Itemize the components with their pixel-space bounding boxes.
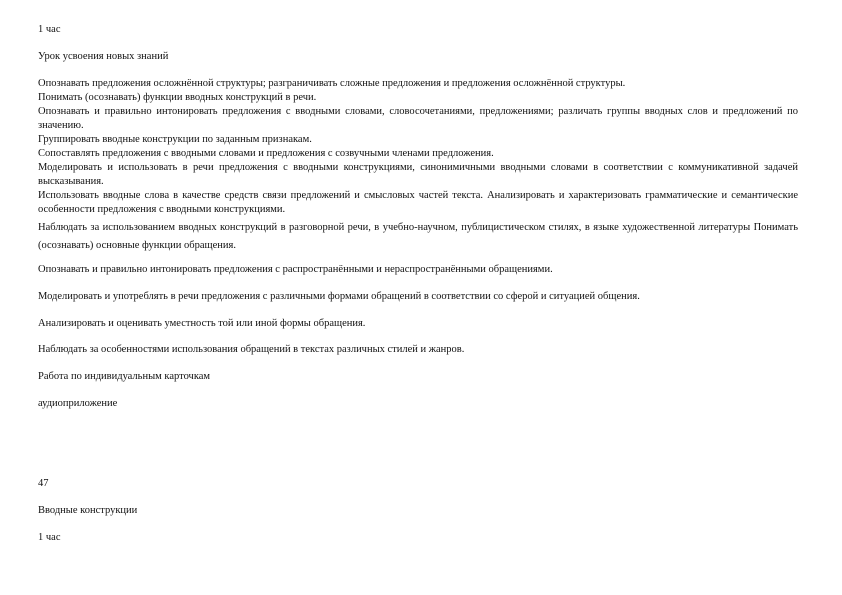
paragraph-observation: Наблюдать за особенностями использования обращений в текстах различных стилей и жанров. — [38, 344, 465, 355]
objective-3: Опознавать и правильно интонировать предложения с вводными словами, словосочетаниями, предложениями; различать группы вводных слов и предложений по значению. — [38, 106, 798, 131]
lesson-duration: 1 час — [38, 24, 61, 35]
objective-5: Сопоставлять предложения с вводными словами и предложения с созвучными членами предложения. — [38, 148, 494, 159]
next-lesson-duration: 1 час — [38, 532, 61, 543]
objective-2: Понимать (осознавать) функции вводных конструкций в речи. — [38, 92, 317, 103]
paragraph-analysis: Анализировать и оценивать уместность той или иной формы обращения. — [38, 318, 366, 329]
lesson-number: 47 — [38, 478, 49, 489]
objective-6: Моделировать и использовать в речи предложения с вводными конструкциями, синонимичными вводными словами в соответствии с коммуникативной задачей высказывания. — [38, 162, 798, 187]
objective-1: Опознавать предложения осложнённой структуры; разграничивать сложные предложения и предложения осложнённой структуры. — [38, 78, 626, 89]
lesson-type: Урок усвоения новых знаний — [38, 51, 169, 62]
paragraph-modeling: Моделировать и употреблять в речи предложения с различными формами обращений в соответствии со сферой и ситуацией общения. — [38, 291, 640, 302]
lesson-topic: Вводные конструкции — [38, 505, 138, 516]
objective-4: Группировать вводные конструкции по заданным признакам. — [38, 134, 312, 145]
objective-7: Использовать вводные слова в качестве средств связи предложений и смысловых частей текста. Анализировать и характеризовать грамматические и семантические особенности предложения с вводными конструкциями. — [38, 190, 798, 215]
paragraph-intonation: Опознавать и правильно интонировать предложения с распространёнными и нераспространёнными обращениями. — [38, 264, 553, 275]
control-form: Работа по индивидуальным карточкам — [38, 371, 211, 382]
resource-label: аудиоприложение — [38, 398, 118, 409]
objective-8: Наблюдать за использованием вводных конструкций в разговорной речи, в учебно-научном, публицистическом стилях, в языке художественной литературы Понимать (осознавать) основные функции обращения. — [38, 222, 798, 251]
